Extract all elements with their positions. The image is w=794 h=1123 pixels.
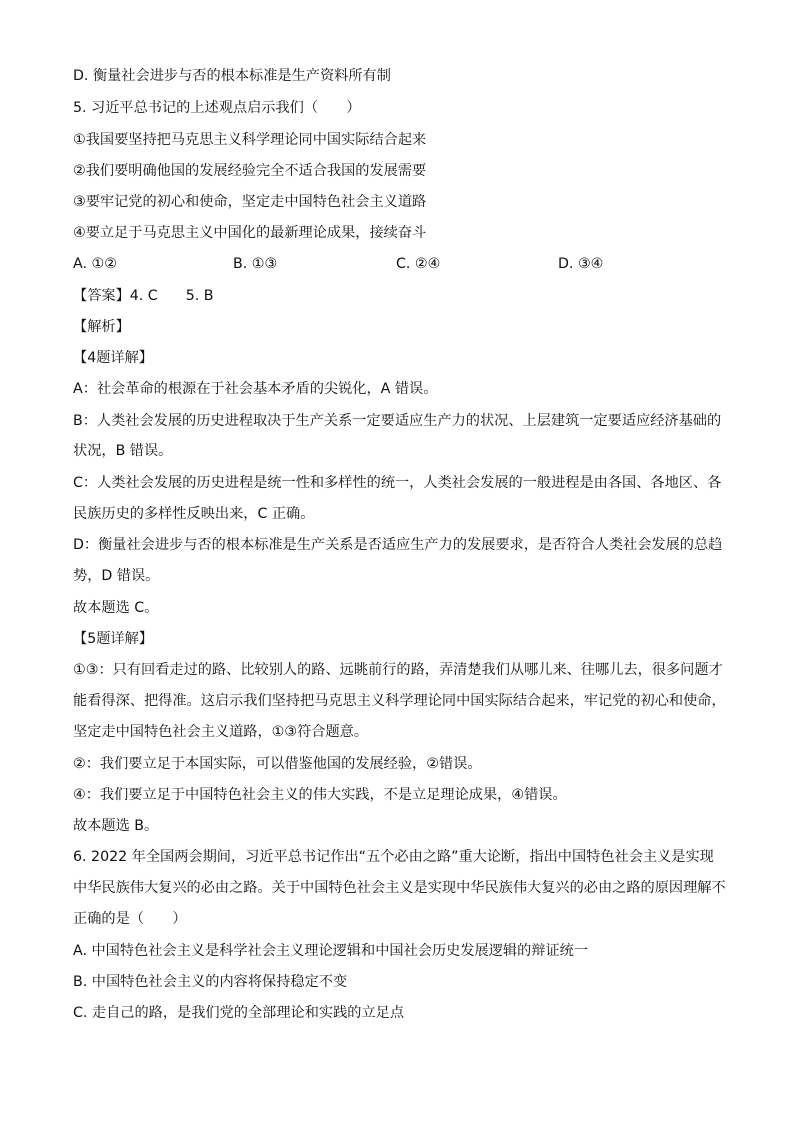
question-6-option-c: C. 走自己的路，是我们党的全部理论和实践的立足点 — [73, 1005, 405, 1021]
statement-1: ①我国要坚持把马克思主义科学理论同中国实际结合起来 — [73, 132, 427, 148]
statement-4: ④要立足于马克思主义中国化的最新理论成果，接续奋斗 — [73, 225, 427, 241]
q5-analysis-line4: ②：我们要立足于本国实际，可以借鉴他国的发展经验，②错误。 — [73, 756, 482, 772]
q4-analysis-c-line2: 民族历史的多样性反映出来，C 正确。 — [73, 506, 315, 522]
question-6-option-a: A. 中国特色社会主义是科学社会主义理论逻辑和中国社会历史发展逻辑的辩证统一 — [73, 943, 589, 959]
q4-analysis-d-line1: D：衡量社会进步与否的根本标准是生产关系是否适应生产力的发展要求，是否符合人类社会发展的总趋 — [73, 537, 723, 553]
q5-detail-heading: 【5题详解】 — [73, 631, 153, 647]
statement-3: ③要牢记党的初心和使命，坚定走中国特色社会主义道路 — [73, 194, 427, 210]
statement-2: ②我们要明确他国的发展经验完全不适合我国的发展需要 — [73, 163, 427, 179]
q5-conclusion: 故本题选 B。 — [73, 818, 159, 834]
q4-analysis-c-line1: C：人类社会发展的历史进程是统一性和多样性的统一，人类社会发展的一般进程是由各国、各地区、各 — [73, 475, 722, 491]
q5-analysis-line2: 能看得深、把得准。这启示我们坚持把马克思主义科学理论同中国实际结合起来，牢记党的初心和使命， — [73, 693, 726, 709]
option-b: B. ①③ — [233, 256, 278, 272]
question-6-option-b: B. 中国特色社会主义的内容将保持稳定不变 — [73, 974, 348, 990]
answer-q5: 5. B — [185, 288, 214, 304]
q4-analysis-d-line2: 势，D 错误。 — [73, 568, 160, 584]
q4-analysis-b-line2: 状况，B 错误。 — [73, 443, 173, 459]
q5-analysis-line1: ①③：只有回看走过的路、比较别人的路、远眺前行的路，弄清楚我们从哪儿来、往哪儿去，很多问题才 — [73, 662, 723, 678]
q4-analysis-b-line1: B：人类社会发展的历史进程取决于生产关系一定要适应生产力的状况、上层建筑一定要适应经济基础的 — [73, 413, 722, 429]
answer-q4: 4. C — [129, 288, 158, 304]
option-d: D. ③④ — [558, 256, 604, 272]
option-a: A. ①② — [73, 256, 117, 272]
q4-detail-heading: 【4题详解】 — [73, 350, 153, 366]
question-6-stem-line3: 正确的是（ ） — [73, 911, 187, 927]
question-6-stem-line2: 中华民族伟大复兴的必由之路。关于中国特色社会主义是实现中华民族伟大复兴的必由之路的原因理解不 — [73, 880, 726, 896]
option-c: C. ②④ — [396, 256, 441, 272]
q5-analysis-line3: 坚定走中国特色社会主义道路，①③符合题意。 — [73, 724, 369, 740]
question-5-stem: 5. 习近平总书记的上述观点启示我们（ ） — [73, 100, 361, 116]
q4-analysis-a: A：社会革命的根源在于社会基本矛盾的尖锐化，A 错误。 — [73, 381, 438, 397]
analysis-heading: 【解析】 — [73, 319, 130, 335]
prev-option-d: D. 衡量社会进步与否的根本标准是生产资料所有制 — [73, 68, 391, 84]
question-5-options — [73, 254, 733, 274]
q4-conclusion: 故本题选 C。 — [73, 600, 159, 616]
answer-line — [73, 286, 214, 306]
answer-label: 【答案】 — [73, 288, 130, 304]
q5-analysis-line5: ④：我们要立足于中国特色社会主义的伟大实践，不是立足理论成果，④错误。 — [73, 787, 567, 803]
question-6-stem-line1: 6. 2022 年全国两会期间，习近平总书记作出“五个必由之路”重大论断，指出中国特色社会主义是实现 — [73, 849, 714, 865]
